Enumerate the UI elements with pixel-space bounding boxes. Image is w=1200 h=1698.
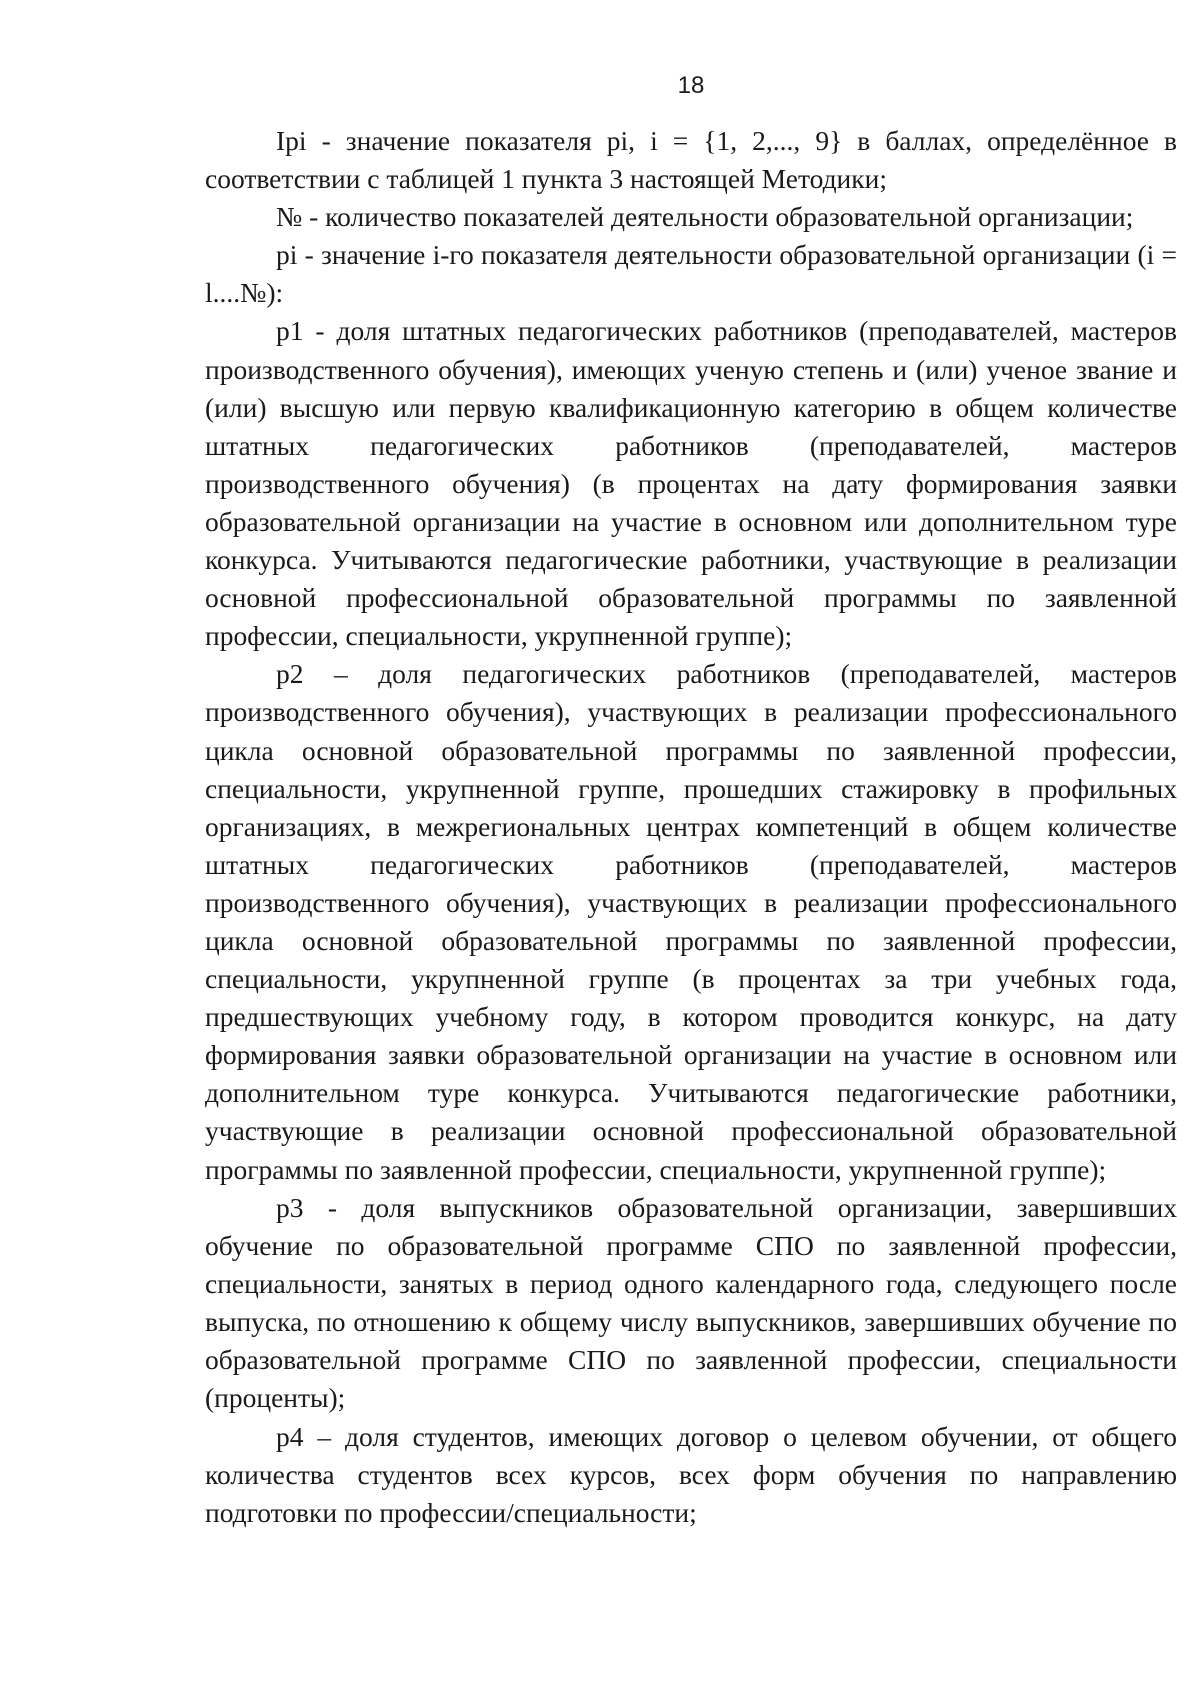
paragraph-p1: p1 - доля штатных педагогических работников (преподавателей, мастеров производственного обучения), имеющих ученую степень и (или) ученое звание и (или) высшую или первую квалификационную категорию в общем количестве штатных педагогических работников (преподавателей, мастеров производственного обучения) (в процентах на дату формирования заявки образовательной организации на участие в основном или дополнительном туре конкурса. Учитываются педагогические работники, участвующие в реализации основной профессиональной образовательной программы по заявленной профессии, специальности, укрупненной группе); [205, 315, 1177, 652]
paragraph-pi-definition: pi - значение i-го показателя деятельности образовательной организации (i = l....№): [205, 239, 1177, 309]
document-body [205, 122, 1177, 1532]
paragraph-p2: p2 – доля педагогических работников (преподавателей, мастеров производственного обучения), участвующих в реализации профессионального цикла основной образовательной программы по заявленной профессии, специальности, укрупненной группе, прошедших стажировку в профильных организациях, в межрегиональных центрах компетенций в общем количестве штатных педагогических работников (преподавателей, мастеров производственного обучения), участвующих в реализации профессионального цикла основной образовательной программы по заявленной профессии, специальности, укрупненной группе (в процентах за три учебных года, предшествующих учебному году, в котором проводится конкурс, на дату формирования заявки образовательной организации на участие в основном или дополнительном туре конкурса. Учитываются педагогические работники, участвующие в реализации основной профессиональной образовательной программы по заявленной профессии, специальности, укрупненной группе); [205, 658, 1177, 1185]
paragraph-ipi-definition: Ipi - значение показателя pi, i = {1, 2,..., 9} в баллах, определённое в соответствии с таблицей 1 пункта 3 настоящей Методики; [205, 125, 1177, 195]
page-number: 18 [677, 72, 705, 99]
paragraph-p3: p3 - доля выпускников образовательной организации, завершивших обучение по образовательной программе СПО по заявленной профессии, специальности, занятых в период одного календарного года, следующего после выпуска, по отношению к общему числу выпускников, завершивших обучение по образовательной программе СПО по заявленной профессии, специальности (проценты); [205, 1191, 1177, 1414]
paragraph-indicator-count: № - количество показателей деятельности образовательной организации; [276, 201, 1134, 233]
paragraph-p4: p4 – доля студентов, имеющих договор о целевом обучении, от общего количества студентов всех курсов, всех форм обучения по направлению подготовки по профессии/специальности; [205, 1421, 1177, 1529]
